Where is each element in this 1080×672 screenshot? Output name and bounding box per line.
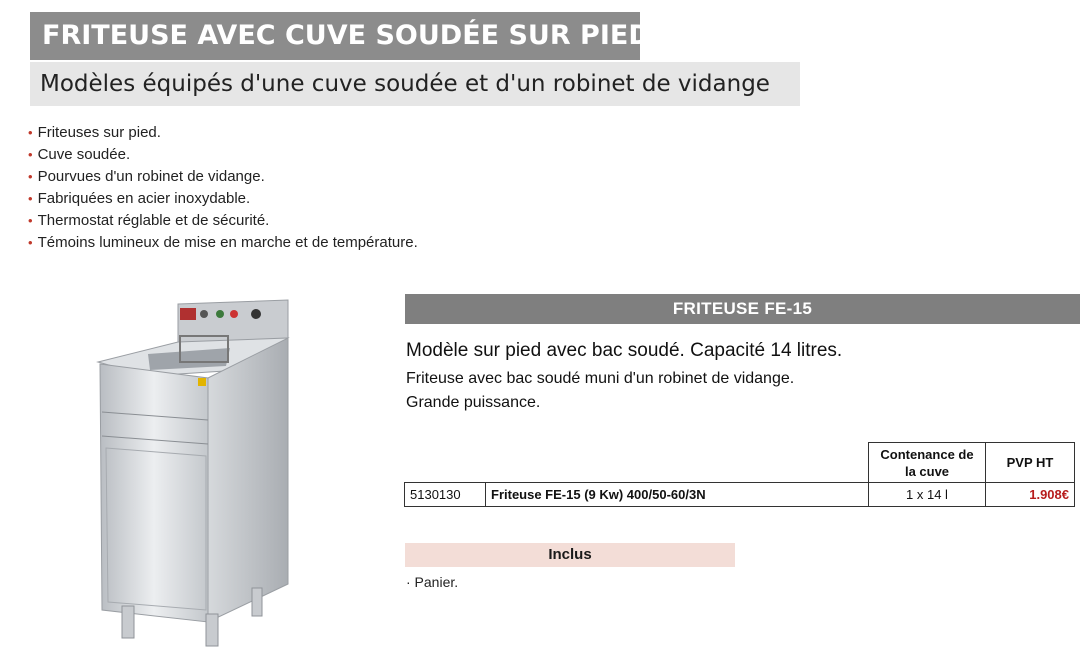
feature-item: [28, 144, 418, 166]
page-subtitle: Modèles équipés d'une cuve soudée et d'un robinet de vidange: [30, 62, 800, 106]
bullet-icon: •: [28, 147, 33, 162]
table-header-blank: [405, 443, 869, 483]
header-price: PVP HT: [986, 443, 1075, 483]
product-detail-line: Friteuse avec bac soudé muni d'un robinet de vidange.: [406, 370, 795, 387]
feature-text: Témoins lumineux de mise en marche et de température.: [37, 234, 418, 251]
feature-item: [28, 210, 418, 232]
inclus-header: Inclus: [405, 543, 735, 567]
product-name-bar: FRITEUSE FE-15: [405, 294, 1080, 324]
product-description: Modèle sur pied avec bac soudé. Capacité 14 litres.: [406, 340, 843, 361]
feature-text: Pourvues d'un robinet de vidange.: [37, 168, 265, 185]
bullet-icon: •: [28, 125, 33, 140]
page-title: FRITEUSE AVEC CUVE SOUDÉE SUR PIED: [30, 12, 640, 60]
header-capacity: Contenance de la cuve: [869, 443, 986, 483]
bullet-icon: •: [28, 213, 33, 228]
bullet-icon: •: [28, 191, 33, 206]
cell-capacity: 1 x 14 l: [869, 483, 986, 507]
product-spec-table: [404, 442, 1075, 507]
table-header-row: [405, 443, 1075, 483]
feature-text: Thermostat réglable et de sécurité.: [37, 212, 270, 229]
feature-item: [28, 166, 418, 188]
cell-ref: 5130130: [405, 483, 486, 507]
feature-item: [28, 232, 418, 254]
feature-list: [28, 122, 418, 254]
bullet-icon: •: [28, 169, 33, 184]
table-row: [405, 483, 1075, 507]
feature-text: Cuve soudée.: [37, 146, 131, 163]
cell-name: Friteuse FE-15 (9 Kw) 400/50-60/3N: [486, 483, 869, 507]
product-detail-line: Grande puissance.: [406, 394, 541, 411]
feature-item: [28, 188, 418, 210]
cell-price: 1.908€: [986, 483, 1075, 507]
feature-item: [28, 122, 418, 144]
feature-text: Friteuses sur pied.: [37, 124, 161, 141]
inclus-item: · Panier.: [406, 574, 459, 590]
bullet-icon: •: [28, 235, 33, 250]
fryer-product-image: [30, 292, 370, 650]
feature-text: Fabriquées en acier inoxydable.: [37, 190, 251, 207]
